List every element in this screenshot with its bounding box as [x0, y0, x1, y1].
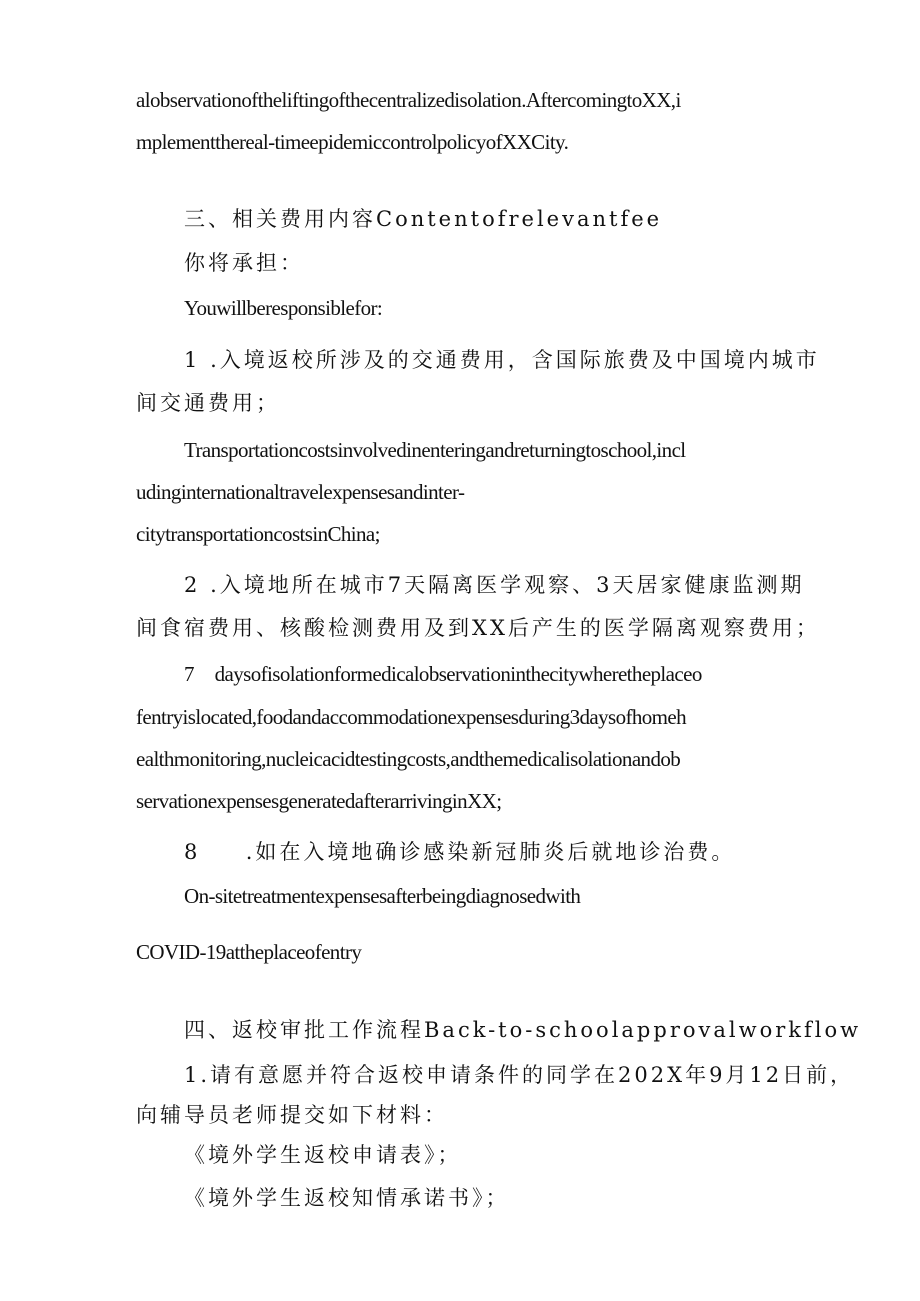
list-item-8	[184, 838, 735, 866]
paragraph-line: Youwillberesponsiblefor:	[184, 296, 383, 320]
section-heading-workflow	[184, 1016, 861, 1044]
paragraph-line: servationexpensesgeneratedafterarrivinginXX;	[136, 789, 502, 813]
paragraph-line: COVID-19attheplaceofentry	[136, 940, 362, 964]
paragraph-line: 向辅导员老师提交如下材料：	[136, 1103, 448, 1127]
list-text: .入境地所在城市7天隔离医学观察、3天居家健康监测期	[210, 573, 805, 597]
list-number: 7	[184, 662, 194, 686]
paragraph-line: udinginternationaltravelexpensesandinter-	[136, 480, 465, 504]
paragraph-line: Transportationcostsinvolvedinenteringandreturningtoschool,incl	[184, 438, 686, 462]
paragraph-line: fentryislocated,foodandaccommodationexpensesduring3daysofhomeh	[136, 705, 687, 729]
document-name-line: 《境外学生返校申请表》；	[184, 1143, 462, 1167]
list-number: 8	[184, 840, 201, 864]
list-number: 2	[184, 573, 201, 597]
list-text: daysofisolationformedicalobservationinthecitywheretheplaceo	[214, 662, 702, 686]
paragraph-line: ealthmonitoring,nucleicacidtestingcosts,andthemedicalisolationandob	[136, 747, 681, 771]
paragraph-line: 你将承担：	[184, 251, 304, 275]
section-heading-text: 四、返校审批工作流程Back-to-schoolapprovalworkflow	[184, 1018, 862, 1042]
paragraph-line: 1.请有意愿并符合返校申请条件的同学在202X年9月12日前，	[184, 1063, 855, 1087]
paragraph-line: alobservationoftheliftingofthecentralizedisolation.AftercomingtoXX,i	[136, 88, 681, 112]
paragraph-line: 间交通费用；	[136, 391, 280, 415]
list-item-2	[184, 571, 804, 599]
list-number: 1	[184, 348, 201, 372]
paragraph-line: mplementthereal-timeepidemiccontrolpolicyofXXCity.	[136, 130, 569, 154]
list-text: .如在入境地确诊感染新冠肺炎后就地诊治费。	[245, 840, 736, 864]
paragraph-line: 间食宿费用、核酸检测费用及到XX后产生的医学隔离观察费用；	[136, 616, 820, 640]
paragraph-line: citytransportationcostsinChina;	[136, 522, 380, 546]
section-heading-fees	[184, 205, 662, 233]
section-heading-text: 三、相关费用内容Contentofrelevantfee	[184, 207, 663, 231]
paragraph-line: On-sitetreatmentexpensesafterbeingdiagnosedwith	[184, 884, 581, 908]
list-item-1	[184, 346, 820, 374]
list-text: .入境返校所涉及的交通费用，含国际旅费及中国境内城市	[210, 348, 820, 372]
document-name-line: 《境外学生返校知情承诺书》；	[184, 1186, 510, 1210]
list-item-7	[184, 660, 702, 688]
